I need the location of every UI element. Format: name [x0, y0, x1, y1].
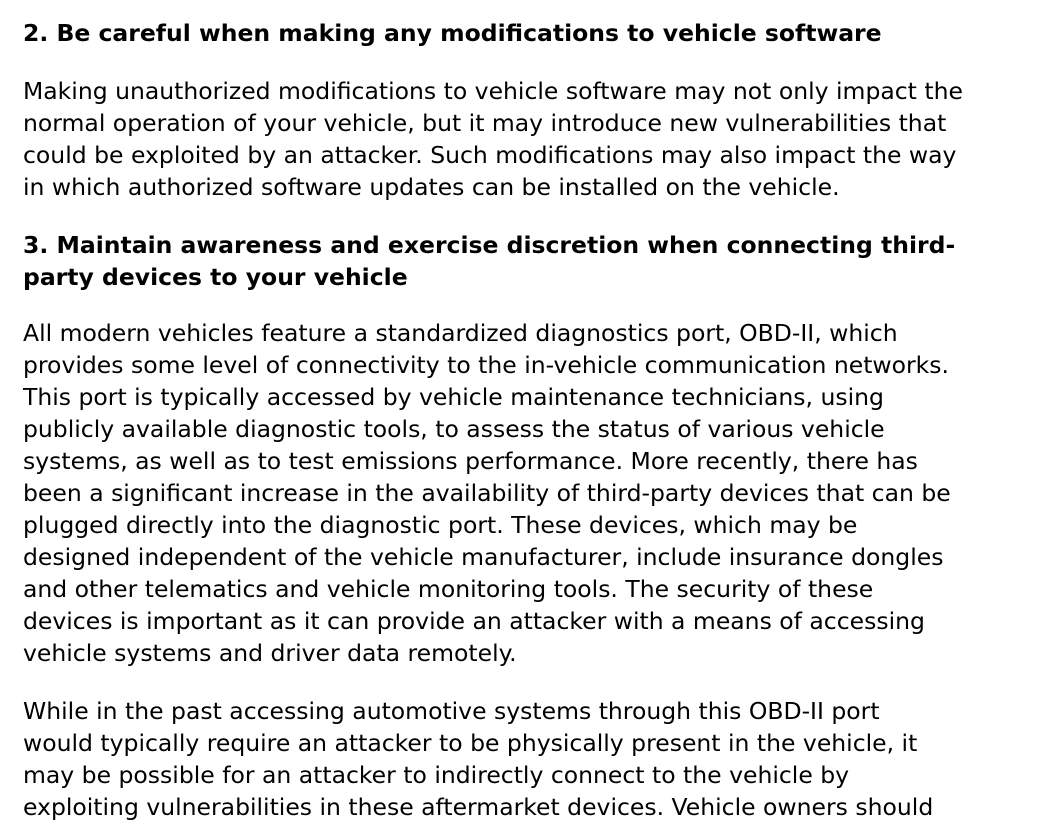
- paragraph-line: provides some level of connectivity to the in-vehicle communication networks.: [23, 351, 950, 379]
- heading-line: 2. Be careful when making any modifications to vehicle software: [23, 19, 882, 47]
- paragraph-line: devices is important as it can provide an attacker with a means of accessing: [23, 607, 925, 635]
- paragraph-line: in which authorized software updates can be installed on the vehicle.: [23, 173, 840, 201]
- paragraph-line: All modern vehicles feature a standardized diagnostics port, OBD-II, which: [23, 319, 898, 347]
- section-2-paragraph: [23, 75, 963, 203]
- paragraph-line: could be exploited by an attacker. Such modifications may also impact the way: [23, 141, 957, 169]
- heading-line: 3. Maintain awareness and exercise discretion when connecting third-: [23, 231, 956, 259]
- paragraph-line: While in the past accessing automotive systems through this OBD-II port: [23, 697, 880, 725]
- paragraph-line: may be possible for an attacker to indirectly connect to the vehicle by: [23, 761, 850, 789]
- paragraph-line: systems, as well as to test emissions performance. More recently, there has: [23, 447, 918, 475]
- paragraph-line: and other telematics and vehicle monitoring tools. The security of these: [23, 575, 874, 603]
- section-3-paragraph-1: [23, 317, 951, 669]
- paragraph-line: designed independent of the vehicle manufacturer, include insurance dongles: [23, 543, 944, 571]
- section-3-paragraph-2: [23, 695, 933, 823]
- paragraph-line: normal operation of your vehicle, but it may introduce new vulnerabilities that: [23, 109, 947, 137]
- section-3-heading: [23, 229, 955, 293]
- section-2-heading: [23, 17, 882, 49]
- paragraph-line: exploiting vulnerabilities in these aftermarket devices. Vehicle owners should: [23, 793, 934, 821]
- paragraph-line: vehicle systems and driver data remotely.: [23, 639, 517, 667]
- paragraph-line: plugged directly into the diagnostic port. These devices, which may be: [23, 511, 858, 539]
- heading-line: party devices to your vehicle: [23, 263, 408, 291]
- paragraph-line: This port is typically accessed by vehicle maintenance technicians, using: [23, 383, 884, 411]
- paragraph-line: been a significant increase in the availability of third-party devices that can be: [23, 479, 951, 507]
- paragraph-line: Making unauthorized modifications to vehicle software may not only impact the: [23, 77, 963, 105]
- paragraph-line: would typically require an attacker to be physically present in the vehicle, it: [23, 729, 918, 757]
- paragraph-line: publicly available diagnostic tools, to assess the status of various vehicle: [23, 415, 885, 443]
